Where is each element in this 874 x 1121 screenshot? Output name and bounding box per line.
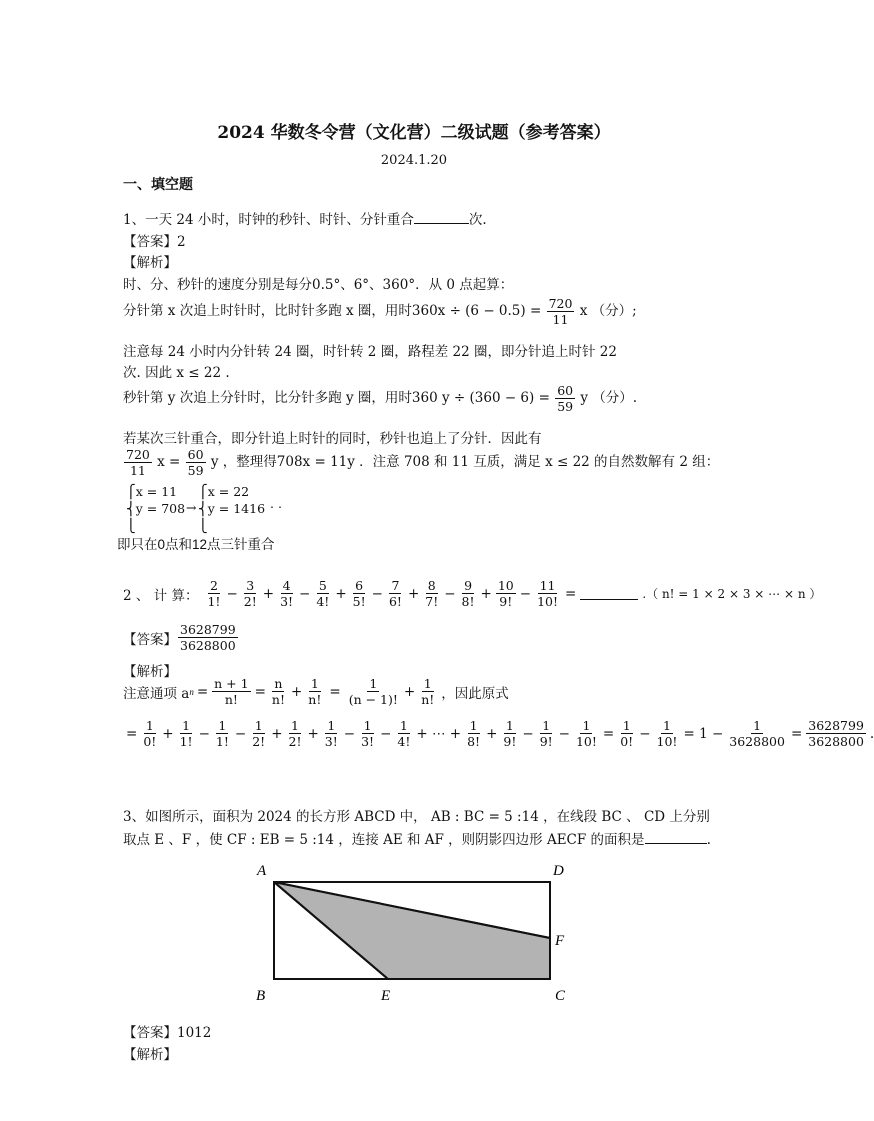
q1-line-6: 若某次三针重合，即分针追上时针的同时，秒针也追上了分针．因此有	[123, 431, 542, 447]
fraction: $\frac{720}{11}$	[126, 447, 150, 478]
fraction: $\frac{2}{1!}$	[207, 578, 221, 609]
operator: −	[444, 585, 456, 602]
label-f: F	[555, 933, 565, 949]
operator: +	[486, 725, 498, 742]
dots: . .	[270, 496, 282, 511]
operator: −	[522, 725, 534, 742]
fraction: $\frac{1}{0!}$	[143, 718, 157, 749]
fraction: $\frac{1}{1!}$	[179, 718, 193, 749]
fraction: $\frac{11}{10!}$	[537, 578, 558, 609]
operator: +	[407, 585, 420, 602]
operator: −	[519, 585, 532, 602]
fraction: $\frac{1}{10!}$	[656, 718, 678, 749]
fraction: $\frac{720}{11}$	[548, 296, 573, 327]
fraction: $\frac{4}{3!}$	[280, 578, 294, 609]
fraction: $\frac{1}{10!}$	[575, 718, 597, 749]
fraction: $\frac{8}{7!}$	[425, 578, 439, 609]
q1-conclusion: 即只在0点和12点三针重合	[117, 537, 275, 552]
label-b: B	[256, 988, 266, 1004]
operator: −	[343, 725, 356, 742]
answer-blank	[580, 587, 638, 600]
fraction: $\frac{1}{3!}$	[361, 718, 375, 749]
fraction: $\frac{1}{(n - 1)!}$	[348, 676, 398, 707]
operator: −	[639, 725, 651, 742]
fraction: $\frac{1}{2!}$	[252, 718, 266, 749]
q1-line-3: 注意每 24 小时内分针转 24 圈，时针转 2 圈，路程差 22 圈，即分针追上时针 22	[123, 344, 617, 360]
fraction: $\frac{9}{8!}$	[461, 578, 475, 609]
operator: −	[380, 725, 392, 742]
fraction: $\frac{5}{4!}$	[316, 578, 330, 609]
fraction: $\frac{1}{9!}$	[539, 718, 553, 749]
operator: +	[480, 585, 492, 602]
operator: +	[271, 725, 283, 742]
q2-answer: 【答案】 $\frac{3628799}{3628800}$	[123, 622, 236, 653]
fraction: $\frac{1}{3!}$	[324, 718, 338, 749]
answer-blank	[645, 831, 707, 844]
operator: = 1 −	[683, 725, 724, 742]
fraction: $\frac{1}{4!}$	[397, 718, 411, 749]
operator: =	[790, 725, 803, 742]
q1-stem: 1、一天 24 小时，时钟的秒针、时针、分针重合 次.	[123, 212, 487, 228]
fraction: $\frac{1}{3628800}$	[729, 718, 785, 749]
page-title: 2024 华数冬令营（文化营）二级试题（参考答案）	[217, 123, 611, 143]
answer-blank	[414, 211, 469, 224]
fraction: $\frac{10}{9!}$	[497, 578, 514, 609]
q1-line-7: $\frac{720}{11}$ x = $\frac{60}{59}$ y ，整理得708x = 11y ．注意 708 和 11 互质，满足 x ≤ 22 的自然数解有 2 组：	[126, 447, 720, 478]
q3-line-1: 3、如图所示，面积为 2024 的长方形 ABCD 中， AB : BC = 5 :14 ，在线段 BC 、 CD 上分别	[123, 809, 710, 825]
operator: +	[162, 725, 174, 742]
fraction: $\frac{n + 1}{n!}$	[214, 676, 249, 707]
fraction: $\frac{3}{2!}$	[243, 578, 257, 609]
q1-analysis-label: 【解析】	[123, 255, 177, 271]
operator: +	[262, 585, 275, 602]
fraction: $\frac{60}{59}$	[557, 383, 574, 414]
q1-line-2: 分针第 x 次追上时针时，比时针多跑 x 圈，用时360x ÷ (6 − 0.5) = $\frac{720}{11}$ x （分）;	[123, 296, 637, 327]
fraction: $\frac{6}{5!}$	[352, 578, 366, 609]
fraction: $\frac{1}{9!}$	[503, 718, 517, 749]
equation-system-1: ⎧x = 11 ⎨y = 708 ⎩	[126, 484, 186, 534]
fraction: $\frac{3628799}{3628800}$	[808, 718, 864, 749]
q1-line-1: 时、分、秒针的速度分别是每分0.5°、6°、360°．从 0 点起算：	[123, 277, 514, 293]
fraction: $\frac{3628799}{3628800}$	[180, 622, 236, 653]
arrow: →	[186, 500, 197, 515]
q3-line-2: 取点 E 、F ，使 CF : EB = 5 :14 ，连接 AE 和 AF ，则阴影四边形 AECF 的面积是 .	[123, 832, 711, 848]
operator: =	[126, 725, 138, 742]
q1-line-4: 次. 因此 x ≤ 22 .	[123, 365, 230, 381]
section-heading: 一、填空题	[123, 177, 193, 193]
operator: + ⋯ +	[416, 725, 462, 742]
fraction: $\frac{60}{59}$	[187, 447, 204, 478]
operator: −	[371, 585, 383, 602]
fraction: $\frac{1}{8!}$	[467, 718, 481, 749]
q1-line-5: 秒针第 y 次追上分针时，比分针多跑 y 圈，用时360 y ÷ (360 − 6) = $\frac{60}{59}$ y （分）.	[123, 383, 638, 414]
rectangle-diagram	[240, 855, 590, 1010]
label-a: A	[257, 863, 267, 879]
operator: −	[558, 725, 570, 742]
fraction: $\frac{7}{6!}$	[388, 578, 402, 609]
equation-system-2: ⎧x = 22 ⎨y = 1416 ⎩	[198, 484, 266, 534]
operator: =	[602, 725, 615, 742]
fraction: $\frac{1}{n!}$	[421, 676, 435, 707]
operator: −	[226, 585, 238, 602]
label-c: C	[555, 988, 566, 1004]
fraction: $\frac{1}{1!}$	[215, 718, 229, 749]
operator: +	[307, 725, 319, 742]
label-e: E	[381, 988, 391, 1004]
operator: −	[198, 725, 210, 742]
q3-answer: 【答案】1012	[123, 1025, 212, 1041]
page-date: 2024.1.20	[380, 153, 448, 168]
fraction: $\frac{1}{n!}$	[308, 676, 322, 707]
q2-analysis-line-2: = $\frac{1}{0!}$ + $\frac{1}{1!}$ − $\frac{1}{1!}$ − $\frac{1}{2!}$ + $\frac{1}{2!}$ + $\frac{1}{3!}$ − $\frac{1}{3!}$ − $\frac{1}{4!}$ + ⋯ + $\frac{1}{8!}$ + $\frac{1}{9!}$ − $\frac{1}{9!}$ − $\frac{1}{10!}$ = $\frac{1}{0!}$ − $\frac{1}{10!}$ = 1 − $\frac{1}{3628800}$ = $\frac{3628799}{3628800}$ .	[126, 718, 874, 749]
operator: +	[335, 585, 347, 602]
q1-answer: 【答案】2	[123, 234, 186, 250]
q2-analysis-label: 【解析】	[123, 664, 177, 680]
fraction: $\frac{n}{n!}$	[271, 676, 285, 707]
operator: −	[234, 725, 247, 742]
label-d: D	[553, 863, 564, 879]
q2-stem: 2 、 计 算： $\frac{2}{1!}$ − $\frac{3}{2!}$ + $\frac{4}{3!}$ − $\frac{5}{4!}$ + $\frac{6}{5!}$ − $\frac{7}{6!}$ + $\frac{8}{7!}$ − $\frac{9}{8!}$ + $\frac{10}{9!}$ − $\frac{11}{10!}$ = .（ n! = 1 × 2 × 3 × ⋯ × n ）	[123, 578, 822, 609]
q2-analysis-line-1: 注意通项 a n = $\frac{n + 1}{n!}$ = $\frac{n}{n!}$ + $\frac{1}{n!}$ = $\frac{1}{(n - 1)!}$ + $\frac{1}{n!}$ ，因此原式	[123, 676, 509, 707]
fraction: $\frac{1}{0!}$	[620, 718, 634, 749]
operator: −	[299, 585, 311, 602]
fraction: $\frac{1}{2!}$	[288, 718, 302, 749]
q3-analysis-label: 【解析】	[123, 1047, 177, 1063]
